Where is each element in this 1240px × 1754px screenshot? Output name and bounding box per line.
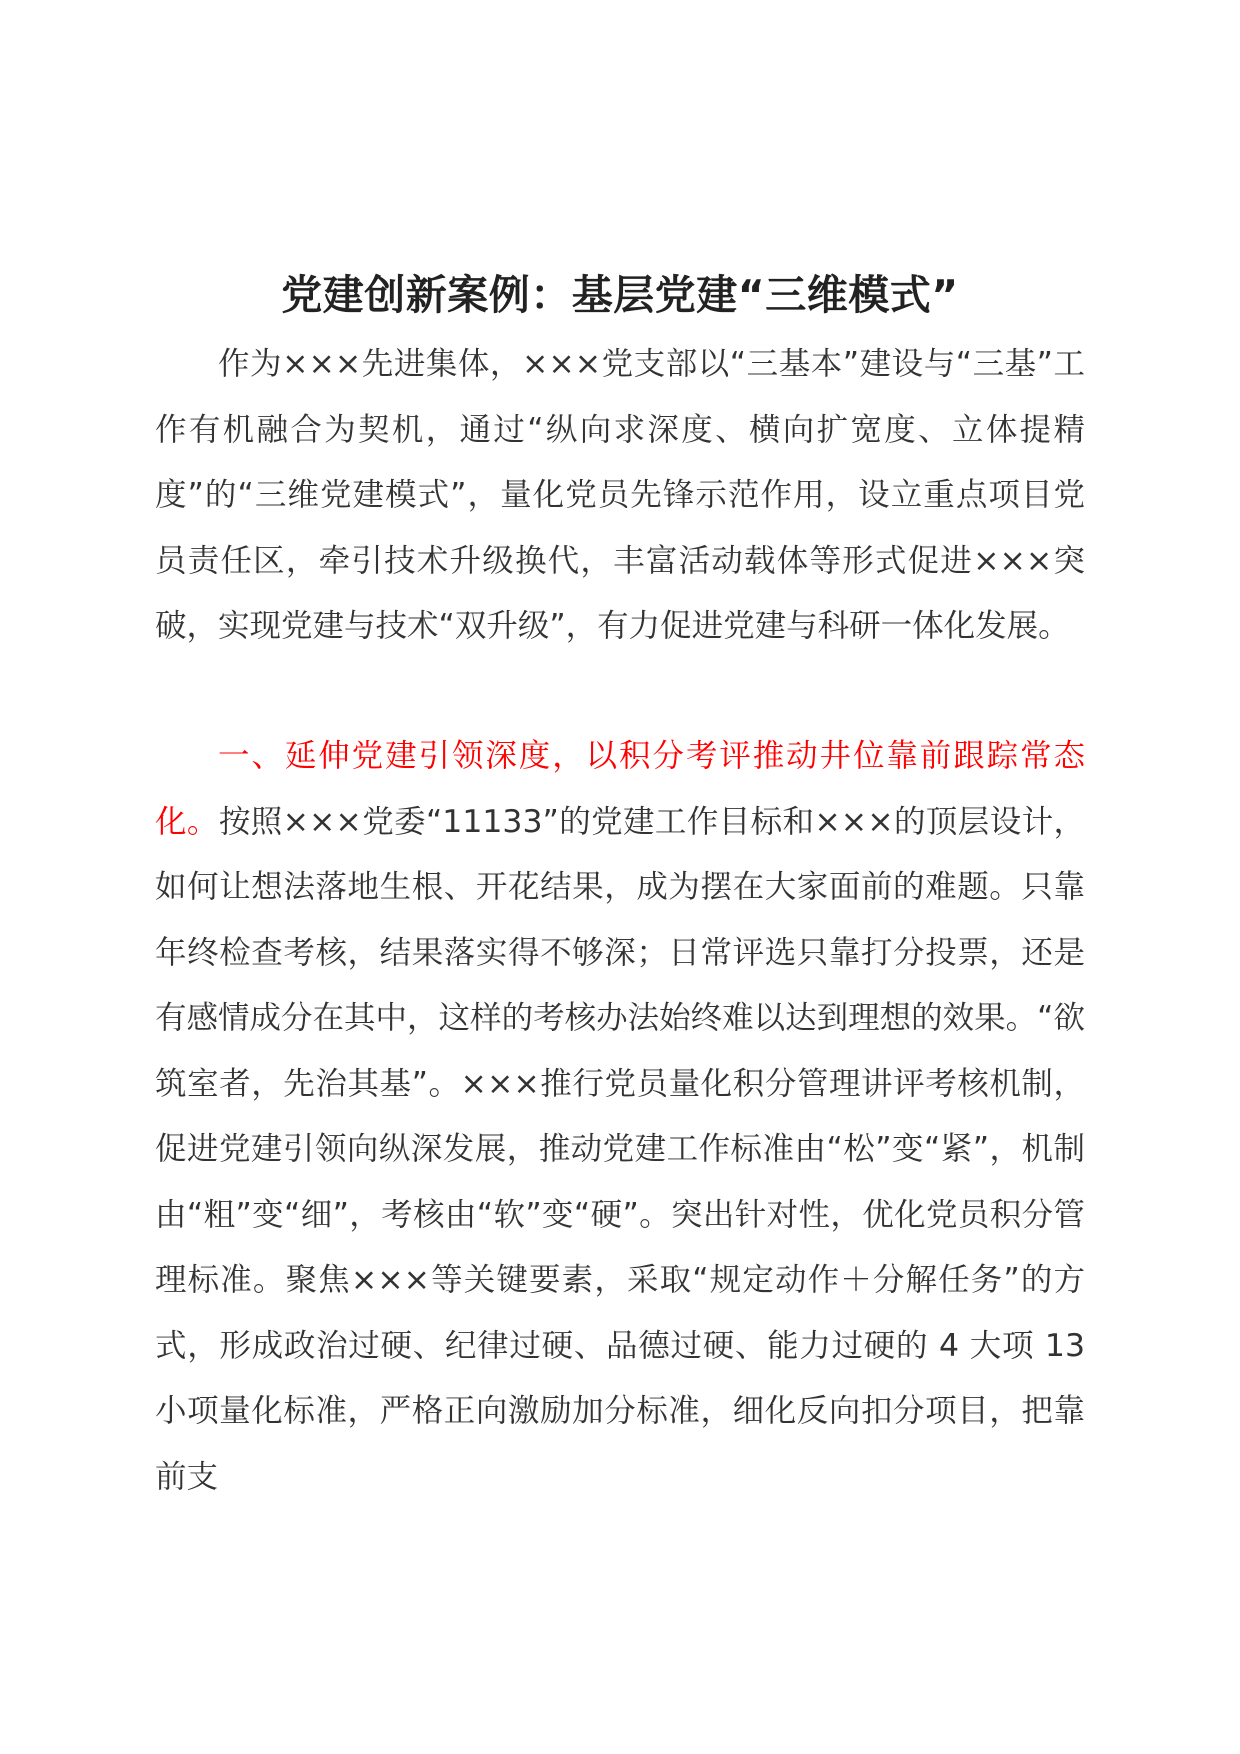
intro-paragraph: 作为×××先进集体，×××党支部以“三基本”建设与“三基”工作有机融合为契机，通过“纵向求深度、横向扩宽度、立体提精度”的“三维党建模式”，量化党员先锋示范作用，设立重点项目党员责任区，牵引技术升级换代，丰富活动载体等形式促进×××突破，实现党建与技术“双升级”，有力促进党建与科研一体化发展。 bbox=[155, 346, 1085, 644]
document-title: 党建创新案例：基层党建“三维模式” bbox=[281, 271, 959, 320]
section-1-paragraph bbox=[155, 724, 1085, 1510]
section-1-body: 按照×××党委“11133”的党建工作目标和×××的顶层设计，如何让想法落地生根、开花结果，成为摆在大家面前的难题。只靠年终检查考核，结果落实得不够深；日常评选只靠打分投票，还是有感情成分在其中，这样的考核办法始终难以达到理想的效果。“欲筑室者，先治其基”。×××推行党员量化积分管理讲评考核机制，促进党建引领向纵深发展，推动党建工作标准由“松”变“紧”，机制由“粗”变“细”，考核由“软”变“硬”。突出针对性，优化党员积分管理标准。聚焦×××等关键要素，采取“规定动作＋分解任务”的方式，形成政治过硬、纪律过硬、品德过硬、能力过硬的 4 大项 13 小项量化标准，严格正向激励加分标准，细化反向扣分项目，把靠前支 bbox=[155, 803, 1085, 1495]
section-1-heading: 一、延伸党建引领深度，以积分考评推动井位靠前跟踪常态化。 bbox=[155, 738, 1085, 840]
